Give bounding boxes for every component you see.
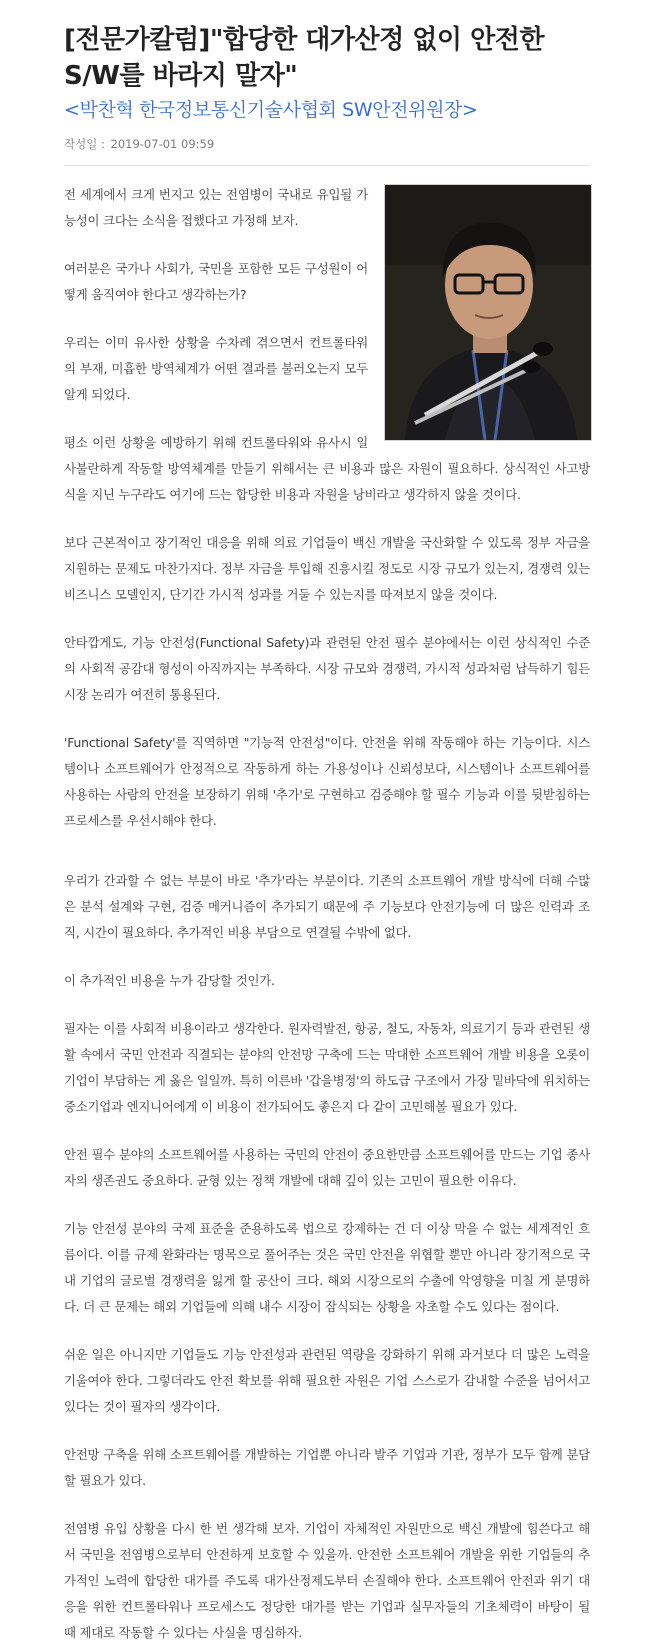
portrait-illustration [385, 185, 591, 440]
paragraph: 쉬운 일은 아니지만 기업들도 기능 안전성과 관련된 역량을 강화하기 위해 과거보다 더 많은 노력을 기울여야 한다. 그렇더라도 안전 확보를 위해 필요한 자원은 기업 스스로가 감내할 수준을 넘어서고 있다는 것이 필자의 생각이다. [64, 1347, 590, 1414]
paragraph: 우리는 이미 유사한 상황을 수차례 겪으면서 컨트롤타워의 부재, 미흡한 방역체계가 어떤 결과를 불러오는지 모두 알게 되었다. [64, 335, 368, 402]
paragraph: 전 세계에서 크게 번지고 있는 전염병이 국내로 유입될 가능성이 크다는 소식을 접했다고 가정해 보자. [64, 187, 368, 228]
speaker-portrait-photo [384, 184, 592, 441]
paragraph: 이 추가적인 비용을 누가 감당할 것인가. [64, 973, 275, 988]
date-label: 작성일 : [64, 137, 109, 151]
paragraph: 전염병 유입 상황을 다시 한 번 생각해 보자. 기업이 자체적인 자원만으로 백신 개발에 힘쓴다고 해서 국민을 전염병으로부터 안전하게 보호할 수 있을까. 안전한 소프트웨어 개발을 위한 기업들의 추가적인 노력에 합당한 대가를 주도록 대가산정제도부터 손질해야 한다. 소프트웨어 안전과 위기 대응을 위한 컨트롤타워나 프로세스도 정당한 대가를 받는 기업과 실무자들의 기초체력이 바탕이 될 때 제대로 작동할 수 있다는 사실을 명심하자. [64, 1521, 590, 1640]
article-meta [64, 136, 590, 152]
article-title: [전문가칼럼]"합당한 대가산정 없이 안전한 S/W를 바라지 말자" [64, 25, 544, 91]
paragraph: 기능 안전성 분야의 국제 표준을 준용하도록 법으로 강제하는 건 더 이상 막을 수 없는 세계적인 흐름이다. 이를 규제 완화라는 명목으로 풀어주는 것은 국민 안전을 위협할 뿐만 아니라 장기적으로 국내 기업의 글로벌 경쟁력을 잃게 할 공산이 크다. 해외 시장으로의 수출에 악영향을 미칠 게 분명하다. 더 큰 문제는 해외 기업들에 의해 내수 시장이 잠식되는 상황을 자초할 수도 있다는 점이다. [64, 1221, 590, 1314]
divider [64, 165, 590, 166]
paragraph: 안타깝게도, 기능 안전성(Functional Safety)과 관련된 안전 필수 분야에서는 이런 상식적인 수준의 사회적 공감대 형성이 아직까지는 부족하다. 시장 규모와 경쟁력, 가시적 성과처럼 납득하기 힘든 시장 논리가 여전히 통용된다. [64, 635, 590, 702]
paragraph: 안전 필수 분야의 소프트웨어를 사용하는 국민의 안전이 중요한만큼 소프트웨어를 만드는 기업 종사자의 생존권도 중요하다. 균형 있는 정책 개발에 대해 깊이 있는 고민이 필요한 이유다. [64, 1147, 590, 1188]
paragraph: 평소 이런 상황을 예방하기 위해 컨트롤타워와 유사시 일사불란하게 작동할 방역체계를 만들기 위해서는 큰 비용과 많은 자원이 필요하다. 상식적인 사고방식을 지닌 누구라도 여기에 드는 합당한 비용과 자원을 낭비라고 생각하지 않을 것이다. [64, 435, 590, 502]
paragraph: 안전망 구축을 위해 소프트웨어를 개발하는 기업뿐 아니라 발주 기업과 기관, 정부가 모두 함께 분담할 필요가 있다. [64, 1447, 590, 1488]
paragraph: 필자는 이를 사회적 비용이라고 생각한다. 원자력발전, 항공, 철도, 자동차, 의료기기 등과 관련된 생활 속에서 국민 안전과 직결되는 분야의 안전망 구축에 드는 막대한 소프트웨어 개발 비용을 오롯이 기업이 부담하는 게 옳은 일일까. 특히 이른바 '갑을병정'의 하도급 구조에서 가장 밑바닥에 위치하는 중소기업과 엔지니어에게 이 비용이 전가되어도 좋은지 다 같이 고민해볼 필요가 있다. [64, 1021, 590, 1114]
paragraph: 여러분은 국가나 사회가, 국민을 포함한 모든 구성원이 어떻게 움직여야 한다고 생각하는가? [64, 261, 368, 302]
publish-date: 2019-07-01 09:59 [110, 137, 215, 151]
article-body [64, 182, 590, 1646]
article-byline: <박찬혁 한국정보통신기술사협회 SW안전위원장> [64, 99, 478, 121]
paragraph: 보다 근본적이고 장기적인 대응을 위해 의료 기업들이 백신 개발을 국산화할 수 있도록 정부 자금을 지원하는 문제도 마찬가지다. 정부 자금을 투입해 진흥시킬 정도로 시장 규모가 있는지, 경쟁력 있는 비즈니스 모델인지, 단기간 가시적 성과를 거둘 수 있는지를 따져보지 않을 것이다. [64, 535, 590, 602]
paragraph: 우리가 간과할 수 없는 부분이 바로 '추가'라는 부분이다. 기존의 소프트웨어 개발 방식에 더해 수많은 분석 설계와 구현, 검증 메커니즘이 추가되기 때문에 주 기능보다 안전기능에 더 많은 인력과 조직, 시간이 필요하다. 추가적인 비용 부담으로 연결될 수밖에 없다. [64, 873, 590, 940]
paragraph: 'Functional Safety'를 직역하면 "기능적 안전성"이다. 안전을 위해 작동해야 하는 기능이다. 시스템이나 소프트웨어가 안정적으로 작동하게 하는 가용성이나 신뢰성보다, 시스템이나 소프트웨어를 사용하는 사람의 안전을 보장하기 위해 '추가'로 구현하고 검증해야 할 필수 기능과 이를 뒷받침하는 프로세스를 우선시해야 한다. [64, 735, 590, 828]
